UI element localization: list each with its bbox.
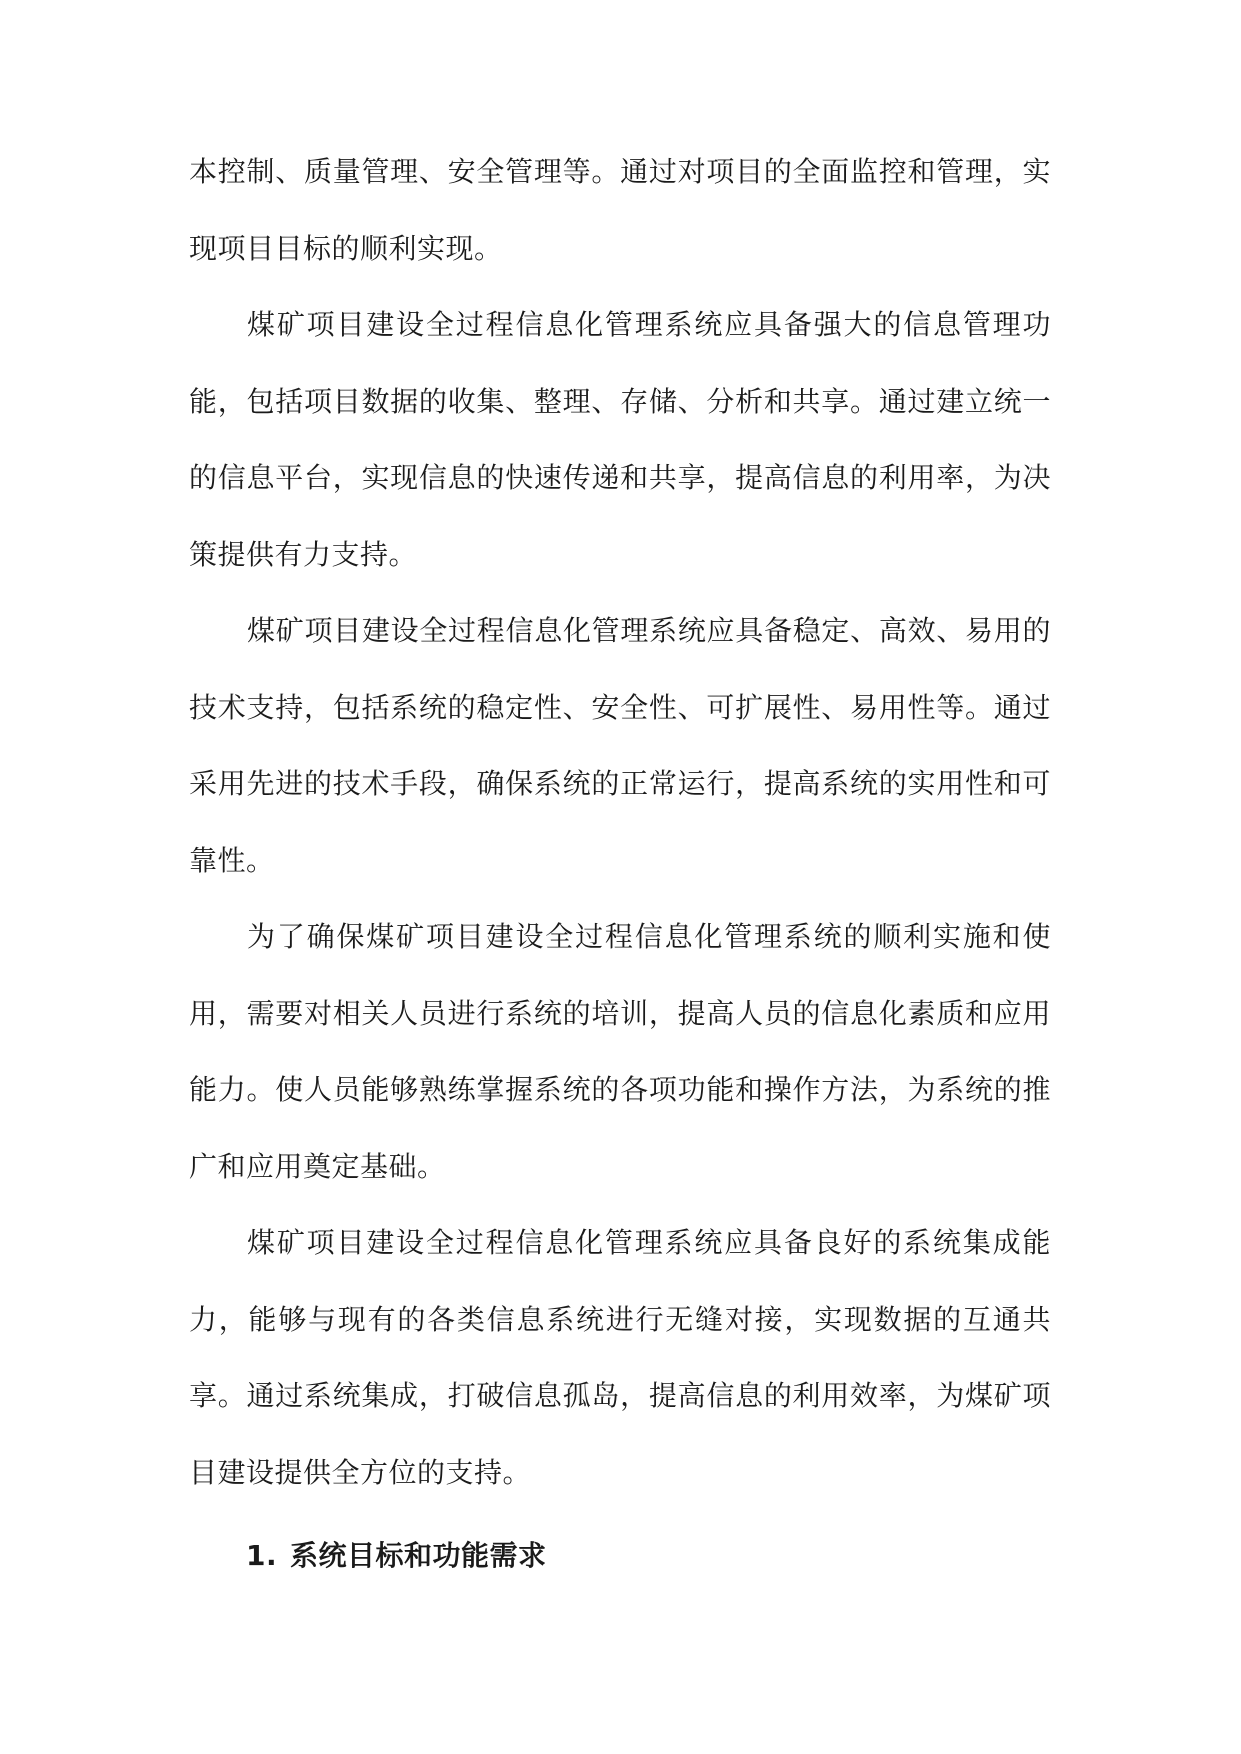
- document-body: [189, 899, 1051, 1205]
- document-body: [189, 287, 1051, 593]
- paragraph-1: 本控制、质量管理、安全管理等。通过对项目的全面监控和管理，实现项目目标的顺利实现。: [189, 155, 1051, 265]
- section-number: 1.: [246, 1539, 278, 1572]
- document-body: [189, 1205, 1051, 1511]
- paragraph-3: 煤矿项目建设全过程信息化管理系统应具备稳定、高效、易用的技术支持，包括系统的稳定性、安全性、可扩展性、易用性等。通过采用先进的技术手段，确保系统的正常运行，提高系统的实用性和可靠性。: [189, 614, 1051, 877]
- paragraph-5: 煤矿项目建设全过程信息化管理系统应具备良好的系统集成能力，能够与现有的各类信息系统进行无缝对接，实现数据的互通共享。通过系统集成，打破信息孤岛，提高信息的利用效率，为煤矿项目建设提供全方位的支持。: [189, 1226, 1051, 1489]
- section-title: 系统目标和功能需求: [290, 1539, 547, 1572]
- paragraph-4: 为了确保煤矿项目建设全过程信息化管理系统的顺利实施和使用，需要对相关人员进行系统的培训，提高人员的信息化素质和应用能力。使人员能够熟练掌握系统的各项功能和操作方法，为系统的推广和应用奠定基础。: [189, 920, 1051, 1183]
- paragraph-2: 煤矿项目建设全过程信息化管理系统应具备强大的信息管理功能，包括项目数据的收集、整理、存储、分析和共享。通过建立统一的信息平台，实现信息的快速传递和共享，提高信息的利用率，为决策提供有力支持。: [189, 308, 1051, 571]
- document-body: [189, 593, 1051, 899]
- section-heading: [246, 1536, 547, 1576]
- document-body: [189, 134, 1051, 287]
